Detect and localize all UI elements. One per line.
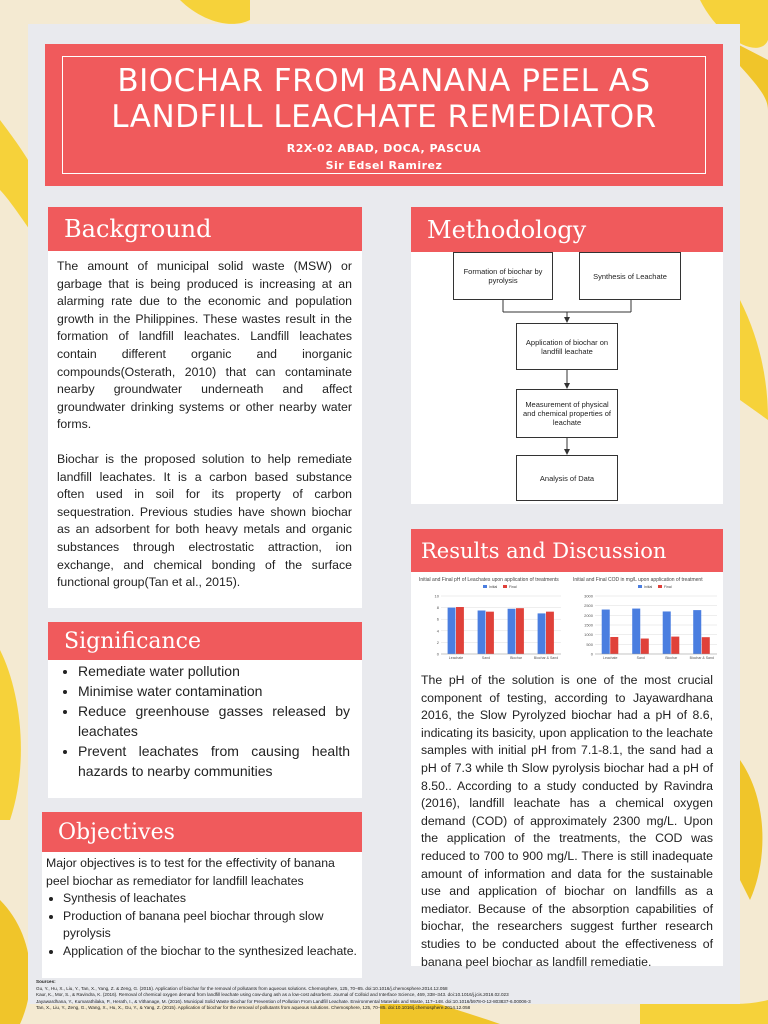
- background-paragraph-1: The amount of municipal solid waste (MSW) or garbage that is being produced is increasing at an alarming rate due to the economic and population growth in the Philippines. These wastes result in the formation of landfill leachates. Landfill leachates contain different organic and inorganic compounds(Osterath, 2010) that can contaminate nearby groundwater underneath and affect groundwater drinking systems or other nearby water forms.: [57, 259, 352, 432]
- significance-heading: Significance: [48, 622, 362, 660]
- results-heading: Results and Discussion: [411, 529, 723, 572]
- sources: [36, 979, 736, 1012]
- adviser: Sir Edsel Ramirez: [325, 159, 443, 172]
- y-tick-label: 3000: [584, 593, 593, 599]
- x-tick-label: Leachate: [603, 656, 618, 660]
- bar-final: [516, 608, 524, 654]
- y-tick-label: 4: [436, 628, 439, 634]
- objectives-heading: Objectives: [42, 812, 362, 852]
- source-line: Kaur, K., Mor, S., & Ravindra, K. (2016). Removal of chemical oxygen demand from landfill leachate using cow-dung ash as a low-cost adsorbent. Journal of Colloid and Interface Science, 469, 338–343. doi:10.1016/j.jcis.2016.02.023: [36, 992, 509, 997]
- bar-initial: [663, 611, 671, 654]
- bar-initial: [632, 609, 640, 654]
- background-card: [48, 251, 362, 608]
- list-item: • Production of banana peel biochar through slow pyrolysis: [63, 908, 358, 943]
- bar-initial: [508, 609, 516, 654]
- flow-step-measurement: Measurement of physical and chemical properties of leachate: [516, 389, 618, 438]
- list-item: • Minimise water contamination: [78, 681, 350, 701]
- y-tick-label: 2: [436, 639, 439, 645]
- flow-step-application: Application of biochar on landfill leachate: [516, 323, 618, 370]
- y-tick-label: 1500: [584, 622, 593, 628]
- flow-step-analysis: Analysis of Data: [516, 455, 618, 501]
- legend-swatch: [638, 585, 642, 588]
- authors: R2X-02 ABAD, DOCA, PASCUA: [286, 142, 482, 155]
- x-tick-label: Sand: [636, 656, 645, 660]
- poster-title: [63, 63, 705, 135]
- y-tick-label: 10: [434, 593, 439, 599]
- legend-label: Final: [509, 585, 517, 589]
- legend-label: Initial: [644, 585, 653, 589]
- source-line: Jayawardhana, Y., Kumarathilaka, P., Herath, I., & Vithanage, M. (2016). Municipal Solid Waste Biochar for Prevention of Pollution From Landfill Leachate. Environmental Materials and Waste, 117–148. doi:10.1016/b978-0-12-803837-6.00006-3: [36, 998, 531, 1004]
- legend-swatch: [483, 585, 487, 588]
- source-line: Tan, X., Liu, Y., Zeng, G., Wang, X., Hu, X., Gu, Y., & Yang, Z. (2015). Application of biochar for the removal of pollutants from aqueous solutions. Chemosphere, 125, 70–85. doi:10.1016/j.chemosphere.2014.12.058: [36, 1005, 471, 1010]
- objectives-list: [46, 890, 358, 960]
- bar-initial: [602, 610, 610, 654]
- y-tick-label: 8: [436, 605, 439, 611]
- title-line-2: LANDFILL LEACHATE REMEDIATOR: [111, 99, 657, 135]
- bar-initial: [448, 608, 456, 654]
- y-tick-label: 0: [590, 651, 593, 657]
- background-text: [57, 258, 352, 592]
- legend-swatch: [503, 585, 507, 588]
- bar-final: [456, 607, 464, 654]
- bar-final: [546, 612, 554, 654]
- background-heading: Background: [48, 207, 362, 251]
- results-card: [411, 572, 723, 969]
- bar-final: [702, 637, 710, 654]
- x-tick-label: Biochar: [510, 656, 522, 660]
- list-item: • Synthesis of leachates: [63, 890, 358, 908]
- ph-chart: [417, 574, 565, 666]
- bar-initial: [478, 611, 486, 655]
- methodology-card: [411, 252, 723, 504]
- y-tick-label: 6: [436, 616, 439, 622]
- sources-label: Sources:: [36, 979, 56, 984]
- y-tick-label: 500: [586, 641, 593, 647]
- list-item: • Prevent leachates from causing health hazards to nearby communities: [78, 741, 350, 781]
- x-tick-label: Biochar: [665, 656, 678, 660]
- flow-step-leachate-synthesis: Synthesis of Leachate: [579, 252, 681, 300]
- x-tick-label: Sand: [481, 656, 491, 660]
- list-item: • Reduce greenhouse gasses released by leachates: [78, 701, 350, 741]
- x-tick-label: Biochar & Sand: [533, 656, 559, 660]
- results-text: The pH of the solution is one of the most crucial component of testing, according to Jayawardhana 2016, the Slow Pyrolyzed biochar had a pH of 8.6, indicating its basicity, upon application to the leachate samples with initial pH from 7.1-8.1, the sand had a pH of 7.3 while th Slow pyrolysis biochar had a pH of 8.50.. According to a study conducted by Ravindra (2016), landfill leachate has a chemical oxygen demand (COD) of approximately 2300 mg/L. Upon the application of the treatments, the COD was reduced to 700 to 900 mg/L. There is still inadequate amount of information and data for the sustainable use and application of biochar on landfills as a mediator. Because of the absorption capabilities of biochar, the researchers suggest further research studies to be conducted about the effectiveness of banana peel biochar as landfill remediatie.: [421, 673, 713, 969]
- objectives-card: [42, 852, 362, 978]
- cod-chart: [571, 574, 721, 666]
- objectives-intro: Major objectives is to test for the effectivity of banana peel biochar as remediator for landfill leachates: [46, 856, 335, 888]
- legend-label: Initial: [489, 585, 498, 589]
- legend-label: Final: [664, 585, 672, 589]
- title-frame: [62, 56, 706, 174]
- bar-initial: [693, 610, 701, 654]
- y-tick-label: 2000: [584, 612, 593, 618]
- significance-card: [48, 660, 362, 798]
- bar-final: [486, 612, 494, 654]
- x-tick-label: Biochar & Sand: [689, 656, 714, 660]
- chart-title: Initial and Final pH of Leachates upon application of treatments: [419, 577, 559, 583]
- bar-final: [671, 637, 679, 654]
- methodology-heading: Methodology: [411, 207, 723, 252]
- flow-step-biochar-formation: Formation of biochar by pyrolysis: [453, 252, 553, 300]
- bar-initial: [538, 613, 546, 654]
- significance-list: [48, 661, 350, 781]
- list-item: • Application of the biochar to the synthesized leachate.: [63, 943, 358, 961]
- y-tick-label: 2500: [584, 603, 593, 609]
- list-item: • Remediate water pollution: [78, 661, 350, 681]
- title-line-1: BIOCHAR FROM BANANA PEEL AS: [117, 63, 651, 99]
- legend-swatch: [658, 585, 662, 588]
- x-tick-label: Leachate: [448, 656, 464, 660]
- chart-title: Initial and Final COD in mg/L upon application of treatment: [573, 577, 703, 583]
- title-banner: [45, 44, 723, 186]
- bar-final: [641, 639, 649, 654]
- source-line: Gu, Y., Hu, X., Liu, Y., Tan, X., Yang, Z. & Zeng, G. (2015). Application of biochar for the removal of pollutants from aqueous solutions. Chemosphere, 125, 70–85. doi:10.1016/j.chemosphere.2014.12.058: [36, 985, 448, 991]
- y-tick-label: 0: [436, 651, 439, 657]
- background-paragraph-2: Biochar is the proposed solution to help remediate landfill leachates. It is a carbon based substance often used in soil for its property of carbon sequestration. Previous studies have shown biochar as an adsorbent for both heavy metals and organic substances through electrostatic attraction, ion exchange, and chemical bonding of the surface functional group(Tan et al., 2015).: [57, 451, 352, 590]
- y-tick-label: 1000: [584, 632, 593, 638]
- bar-final: [610, 637, 618, 654]
